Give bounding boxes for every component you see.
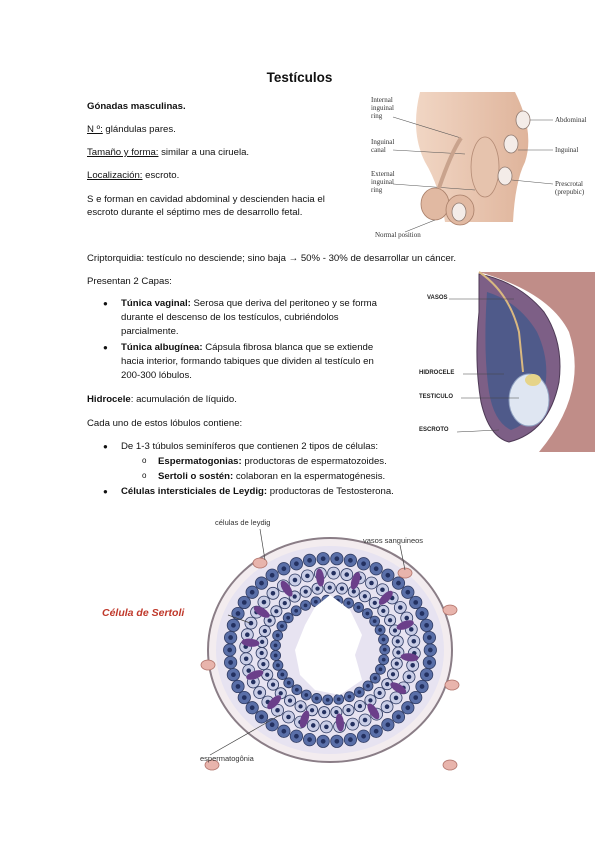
cell-nucleus <box>231 672 236 677</box>
testis-prescrotal <box>498 167 512 185</box>
cell-nucleus <box>245 632 250 637</box>
label-inguinal-canal: Inguinal canal <box>371 138 395 154</box>
cell-nucleus <box>405 705 410 710</box>
cell-nucleus <box>388 618 392 622</box>
blood-vessel <box>443 605 457 615</box>
capa-vaginal-text: Serosa que deriva del peritoneo y se forma <box>190 298 377 309</box>
cell-nucleus <box>294 734 299 739</box>
capa-vaginal-line-1 <box>121 298 377 310</box>
cell-nucleus <box>236 684 241 689</box>
cell-nucleus <box>310 708 314 712</box>
cell-nucleus <box>373 619 377 623</box>
hidrocele-text: : acumulación de líquido. <box>130 394 237 405</box>
cell-nucleus <box>281 729 286 734</box>
cell-nucleus <box>396 581 401 586</box>
label-prescrotal: Prescrotal (prepubic) <box>555 180 585 196</box>
cell-nucleus <box>262 600 267 605</box>
cell-nucleus <box>373 601 377 605</box>
cell-nucleus <box>361 734 366 739</box>
cell-nucleus <box>305 574 310 579</box>
cell-nucleus <box>340 586 344 590</box>
cell-nucleus <box>250 590 255 595</box>
cell-nucleus <box>363 594 367 598</box>
label-normal-position: Normal position <box>375 231 421 239</box>
cell-nucleus <box>236 611 241 616</box>
cell-nucleus <box>396 650 400 654</box>
cell-nucleus <box>286 715 291 720</box>
cell-nucleus <box>382 658 386 662</box>
cell-nucleus <box>385 573 390 578</box>
descent-line-2: escroto durante el séptimo mes de desarrollo fetal. <box>87 207 303 218</box>
cell-nucleus <box>270 722 275 727</box>
cell-nucleus <box>321 556 326 561</box>
cell-nucleus <box>268 619 272 623</box>
label-external-ring: External inguinal ring <box>371 170 395 194</box>
bullet-icon: ● <box>103 487 108 496</box>
cell-nucleus <box>379 667 383 671</box>
label-inguinal: Inguinal <box>555 146 579 154</box>
cell-nucleus <box>321 739 326 744</box>
cell-nucleus <box>337 697 341 701</box>
hidrocele-line <box>87 394 237 406</box>
cell-nucleus <box>257 690 262 695</box>
capa-albuginea-name: Túnica albugínea: <box>121 342 203 353</box>
capa-vaginal-line-3: parcialmente. <box>121 326 179 337</box>
cell-nucleus <box>228 635 233 640</box>
lobulos-intro: Cada uno de estos lóbulos contiene: <box>87 418 243 429</box>
cell-nucleus <box>368 698 372 702</box>
label-espermatogonia: espermatogônia <box>200 754 254 763</box>
penis-shape <box>471 137 499 197</box>
cell-nucleus <box>271 591 276 596</box>
cell-nucleus <box>357 606 361 610</box>
cell-nucleus <box>346 708 350 712</box>
capa-albuginea-line-1 <box>121 342 373 354</box>
cell-type-espermatogonias <box>158 456 387 468</box>
cell-nucleus <box>279 691 283 695</box>
page-title: Testículos <box>266 70 333 85</box>
cell-nucleus <box>427 660 432 665</box>
cell-nucleus <box>383 648 387 652</box>
cell-nucleus <box>293 578 298 583</box>
cell-type-sertoli <box>158 471 385 483</box>
cell-nucleus <box>242 600 247 605</box>
cell-nucleus <box>378 628 382 632</box>
cell-nucleus <box>369 581 374 586</box>
cell-nucleus <box>260 651 264 655</box>
cell-nucleus <box>398 605 403 610</box>
cell-nucleus <box>276 663 280 667</box>
cell-type-name: Sertoli o sostén: <box>158 471 234 482</box>
cell-nucleus <box>231 623 236 628</box>
cell-nucleus <box>246 668 251 673</box>
label-internal-ring: Internal inguinal ring <box>371 96 394 120</box>
cell-nucleus <box>294 561 299 566</box>
capa-vaginal-line-2: durante el descenso de los testículos, cubriéndolos <box>121 312 339 323</box>
descent-line-1: S e forman en cavidad abdominal y descienden hacia el <box>87 194 325 205</box>
cell-type-text: productoras de espermatozoides. <box>241 456 387 467</box>
cell-nucleus <box>307 737 312 742</box>
localizacion-text: escroto. <box>142 170 180 181</box>
label-escroto: ESCROTO <box>419 427 449 433</box>
cell-nucleus <box>361 561 366 566</box>
cell-nucleus <box>348 558 353 563</box>
cell-nucleus <box>295 688 299 692</box>
leydig-name: Células intersticiales de Leydig: <box>121 486 268 497</box>
intro-heading: Gónadas masculinas. <box>87 101 186 112</box>
cell-nucleus <box>334 739 339 744</box>
cell-nucleus <box>280 673 284 677</box>
label-hidrocele: HIDROCELE <box>419 370 455 376</box>
label-vasos: VASOS <box>427 295 448 301</box>
cell-nucleus <box>409 627 414 632</box>
cell-type-name: Espermatogonias: <box>158 456 242 467</box>
cell-nucleus <box>315 697 319 701</box>
cell-nucleus <box>270 573 275 578</box>
scrotum-left <box>421 188 449 220</box>
cell-nucleus <box>344 572 349 577</box>
cell-nucleus <box>298 704 302 708</box>
cell-nucleus <box>328 585 332 589</box>
cell-nucleus <box>357 690 361 694</box>
cell-nucleus <box>412 639 417 644</box>
bullet-icon: ● <box>103 299 108 308</box>
cell-nucleus <box>304 693 308 697</box>
cell-nucleus <box>396 639 400 643</box>
testis-abdominal <box>516 111 530 129</box>
tamano-line <box>87 147 249 159</box>
cell-nucleus <box>311 723 316 728</box>
capa-albuginea-line-2: hacia interior, formando tabiques que dividen al testículo en <box>121 356 374 367</box>
testis-inguinal <box>504 135 518 153</box>
cell-nucleus <box>315 587 319 591</box>
cell-nucleus <box>391 672 395 676</box>
sub-bullet-icon: o <box>142 471 147 480</box>
cell-nucleus <box>395 662 399 666</box>
cell-nucleus <box>358 704 362 708</box>
label-leydig: células de leydig <box>215 518 271 527</box>
blood-vessel <box>443 760 457 770</box>
cell-nucleus <box>420 611 425 616</box>
localizacion-label: Localización: <box>87 170 143 181</box>
cell-nucleus <box>276 634 280 638</box>
numero-line <box>87 124 176 136</box>
cell-nucleus <box>294 609 298 613</box>
cell-nucleus <box>385 722 390 727</box>
cell-nucleus <box>259 715 264 720</box>
cell-nucleus <box>274 654 278 658</box>
cell-nucleus <box>261 662 265 666</box>
cell-nucleus <box>413 695 418 700</box>
cell-nucleus <box>283 601 287 605</box>
leydig-line <box>121 486 394 498</box>
cell-nucleus <box>271 682 275 686</box>
cell-nucleus <box>274 609 278 613</box>
cell-nucleus <box>286 616 290 620</box>
cell-nucleus <box>263 629 267 633</box>
cell-nucleus <box>275 708 280 713</box>
tubulos-text: De 1-3 túbulos seminíferos que contienen 2 tipos de células: <box>121 441 379 452</box>
cell-nucleus <box>331 571 336 576</box>
cell-nucleus <box>350 722 355 727</box>
localizacion-line <box>87 170 179 182</box>
cell-nucleus <box>394 696 399 701</box>
cell-nucleus <box>307 558 312 563</box>
cell-nucleus <box>287 681 291 685</box>
cell-nucleus <box>377 691 381 695</box>
criptorquidia-text: Criptorquidia: testículo no desciende; sino baja → 50% - 30% de desarrollar un cáncer. <box>87 253 457 264</box>
cell-nucleus <box>259 581 264 586</box>
hidrocele-figure <box>419 272 595 452</box>
cell-nucleus <box>405 590 410 595</box>
cell-nucleus <box>393 628 397 632</box>
cell-nucleus <box>385 704 390 709</box>
cell-nucleus <box>396 715 401 720</box>
cell-nucleus <box>228 660 233 665</box>
cell-nucleus <box>374 729 379 734</box>
numero-label: N º: <box>87 124 103 135</box>
capa-albuginea-text: Cápsula fibrosa blanca que se extiende <box>202 342 374 353</box>
cell-nucleus <box>242 695 247 700</box>
cell-nucleus <box>322 710 326 714</box>
leydig-text: productoras de Testosterona. <box>267 486 394 497</box>
cell-nucleus <box>334 556 339 561</box>
cell-nucleus <box>352 589 356 593</box>
cell-nucleus <box>347 601 351 605</box>
cell-nucleus <box>293 594 297 598</box>
cell-nucleus <box>274 643 278 647</box>
cell-nucleus <box>385 682 389 686</box>
tubule-illustration <box>100 515 500 780</box>
cell-nucleus <box>324 725 329 730</box>
capa-vaginal-name: Túnica vaginal: <box>121 298 191 309</box>
cell-nucleus <box>380 587 385 592</box>
cell-nucleus <box>288 698 292 702</box>
cell-nucleus <box>363 718 368 723</box>
cell-nucleus <box>227 648 232 653</box>
cell-nucleus <box>410 663 415 668</box>
cell-nucleus <box>304 590 308 594</box>
cell-nucleus <box>280 624 284 628</box>
cell-nucleus <box>374 566 379 571</box>
blood-vessel <box>445 680 459 690</box>
cell-nucleus <box>413 600 418 605</box>
cell-nucleus <box>424 672 429 677</box>
capas-intro: Presentan 2 Capas: <box>87 276 172 287</box>
capa-albuginea-line-3: 200-300 lóbulos. <box>121 370 192 381</box>
cell-type-text: colaboran en la espermatogénesis. <box>233 471 386 482</box>
cell-nucleus <box>427 635 432 640</box>
cell-nucleus <box>304 603 308 607</box>
cell-nucleus <box>251 680 256 685</box>
sub-bullet-icon: o <box>142 456 147 465</box>
testicular-descent-figure <box>365 92 595 247</box>
testis-normal <box>452 203 466 221</box>
cell-nucleus <box>265 673 269 677</box>
cell-nucleus <box>407 675 412 680</box>
seminiferous-tubule-figure <box>100 515 500 780</box>
cell-nucleus <box>334 710 338 714</box>
cell-nucleus <box>366 684 370 688</box>
label-abdominal: Abdominal <box>555 116 587 124</box>
bullet-icon: ● <box>103 442 108 451</box>
cell-nucleus <box>420 684 425 689</box>
cell-nucleus <box>404 616 409 621</box>
cell-nucleus <box>382 638 386 642</box>
bullet-icon: ● <box>103 343 108 352</box>
numero-text: glándulas pares. <box>102 124 176 135</box>
cell-nucleus <box>428 648 433 653</box>
epididymis-shape <box>525 374 541 386</box>
label-testiculo: TESTICULO <box>419 394 453 400</box>
cell-nucleus <box>244 656 249 661</box>
cell-nucleus <box>424 623 429 628</box>
cell-nucleus <box>260 640 264 644</box>
cell-nucleus <box>281 566 286 571</box>
cell-nucleus <box>250 705 255 710</box>
cell-nucleus <box>348 737 353 742</box>
tamano-label: Tamaño y forma: <box>87 147 159 158</box>
label-vasos-sanguineos: vasos sanguineos <box>363 536 424 545</box>
cell-nucleus <box>373 676 377 680</box>
cell-nucleus <box>326 698 330 702</box>
cell-nucleus <box>381 609 385 613</box>
blood-vessel <box>201 660 215 670</box>
cell-nucleus <box>365 612 369 616</box>
tamano-text: similar a una ciruela. <box>158 147 250 158</box>
cell-nucleus <box>314 600 318 604</box>
hidrocele-label: Hidrocele <box>87 394 131 405</box>
cell-nucleus <box>348 695 352 699</box>
label-sertoli: Célula de Sertoli <box>102 607 185 619</box>
